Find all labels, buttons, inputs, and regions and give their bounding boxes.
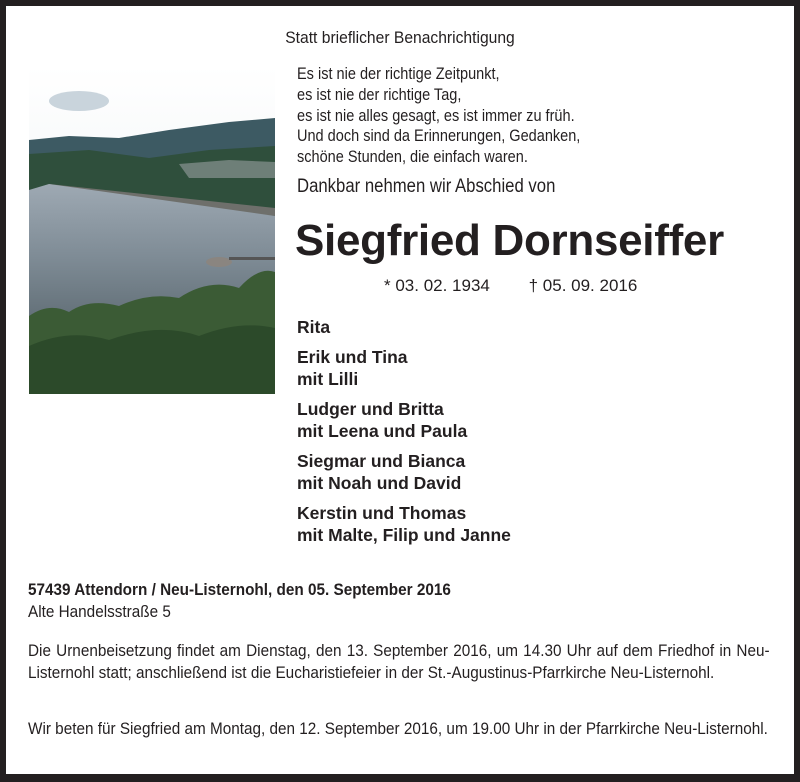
address: Alte Handelsstraße 5 <box>28 602 171 621</box>
family-line: mit Noah und David <box>297 473 462 493</box>
headline: Statt brieflicher Benachrichtigung <box>285 28 515 47</box>
family-line: Kerstin und Thomas <box>297 503 467 523</box>
prayer-info: Wir beten für Siegfried am Montag, den 12. September 2016, um 19.00 Uhr in der Pfarrkirche Neu-Listernohl. <box>28 719 768 738</box>
family-line: Siegmar und Bianca <box>297 451 466 471</box>
family-group <box>297 450 511 494</box>
life-dates <box>384 276 671 296</box>
obituary-card <box>6 6 794 774</box>
landscape-image-icon <box>29 66 275 394</box>
family-list <box>297 316 511 554</box>
death-date: † 05. 09. 2016 <box>528 276 638 295</box>
birth-date: * 03. 02. 1934 <box>384 276 490 295</box>
poem-line: es ist nie alles gesagt, es ist immer zu früh. <box>297 106 575 125</box>
farewell-line: Dankbar nehmen wir Abschied von <box>297 176 556 197</box>
family-group <box>297 346 511 390</box>
family-line: mit Lilli <box>297 369 359 389</box>
place-date: 57439 Attendorn / Neu-Listernohl, den 05. September 2016 <box>28 580 451 599</box>
family-line: mit Malte, Filip und Janne <box>297 525 511 545</box>
poem-line: Und doch sind da Erinnerungen, Gedanken, <box>297 127 581 146</box>
family-line: Rita <box>297 317 331 337</box>
poem <box>297 64 580 168</box>
poem-line: es ist nie der richtige Tag, <box>297 85 462 104</box>
family-group <box>297 398 511 442</box>
poem-line: Es ist nie der richtige Zeitpunkt, <box>297 65 500 83</box>
family-group <box>297 316 511 338</box>
poem-line: schöne Stunden, die einfach waren. <box>297 148 528 167</box>
place-and-address <box>28 579 451 623</box>
lake-landscape-photo <box>29 66 275 394</box>
burial-info: Die Urnenbeisetzung findet am Dienstag, den 13. September 2016, um 14.30 Uhr auf dem Friedhof in Neu-Listernohl statt; anschließend ist die Eucharistiefeier in der St.-Augustinus-Pfarrkirche Neu-Listernohl. <box>28 641 770 682</box>
family-line: Erik und Tina <box>297 347 408 367</box>
family-group <box>297 502 511 546</box>
family-line: Ludger und Britta <box>297 399 444 419</box>
deceased-name: Siegfried Dornseiffer <box>295 216 724 265</box>
family-line: mit Leena und Paula <box>297 421 468 441</box>
